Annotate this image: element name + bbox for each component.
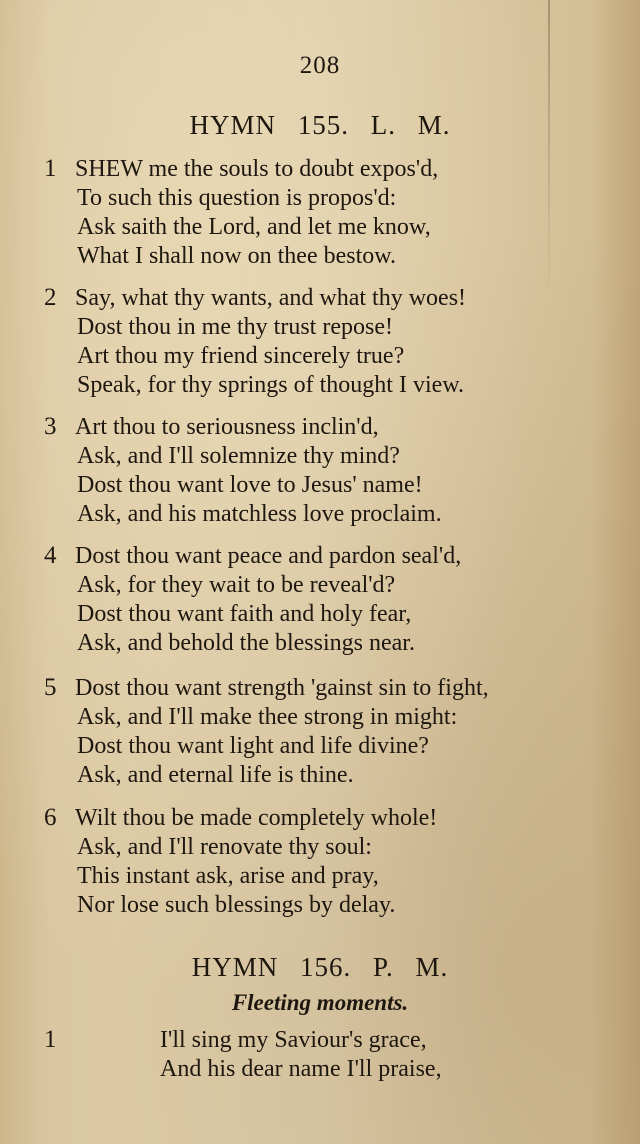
stanza-line: And his dear name I'll praise,: [160, 1056, 442, 1082]
stanza-line: Ask, for they wait to be reveal'd?: [77, 572, 396, 598]
stanza-number: 1: [44, 155, 57, 182]
stanza-number: 1: [44, 1026, 57, 1053]
stanza-line: SHEW me the souls to doubt expos'd,: [75, 156, 439, 182]
page-edge-line: [548, 0, 550, 300]
stanza-line: Nor lose such blessings by delay.: [77, 892, 396, 918]
hymn-156-title: HYMN 156. P. M.: [191, 952, 449, 982]
stanza-line: Ask saith the Lord, and let me know,: [77, 214, 431, 240]
stanza-line: To such this question is propos'd:: [77, 185, 397, 211]
stanza-line: Dost thou want love to Jesus' name!: [77, 472, 423, 498]
stanza-line: Dost thou want peace and pardon seal'd,: [75, 543, 462, 569]
hymn-156-subtitle: Fleeting moments.: [231, 990, 409, 1015]
stanza-line: Dost thou in me thy trust repose!: [77, 314, 393, 340]
stanza-line: Speak, for thy springs of thought I view.: [77, 372, 465, 398]
stanza-number: 3: [44, 413, 57, 440]
stanza-line: Dost thou want strength 'gainst sin to fight,: [75, 675, 489, 701]
stanza-line: Art thou my friend sincerely true?: [77, 343, 405, 369]
stanza-line: Ask, and behold the blessings near.: [77, 630, 415, 656]
stanza-line: Wilt thou be made completely whole!: [75, 805, 438, 831]
stanza-number: 4: [44, 542, 57, 569]
stanza-line: Ask, and I'll solemnize thy mind?: [77, 443, 400, 469]
stanza-line: Ask, and I'll make thee strong in might:: [77, 704, 458, 730]
stanza-line: What I shall now on thee bestow.: [77, 243, 397, 269]
stanza-line: Ask, and eternal life is thine.: [77, 762, 354, 788]
page-number: 208: [299, 52, 341, 79]
stanza-number: 6: [44, 804, 57, 831]
stanza-line: This instant ask, arise and pray,: [77, 863, 379, 889]
hymn-155-title: HYMN 155. L. M.: [189, 110, 451, 140]
stanza-line: Ask, and I'll renovate thy soul:: [77, 834, 372, 860]
stanza-line: Dost thou want faith and holy fear,: [77, 601, 412, 627]
stanza-line: Dost thou want light and life divine?: [77, 733, 429, 759]
stanza-line: Ask, and his matchless love proclaim.: [77, 501, 442, 527]
stanza-line: I'll sing my Saviour's grace,: [160, 1027, 427, 1053]
stanza-number: 5: [44, 674, 57, 701]
stanza-line: Say, what thy wants, and what thy woes!: [75, 285, 467, 311]
stanza-line: Art thou to seriousness inclin'd,: [75, 414, 379, 440]
stanza-number: 2: [44, 284, 57, 311]
